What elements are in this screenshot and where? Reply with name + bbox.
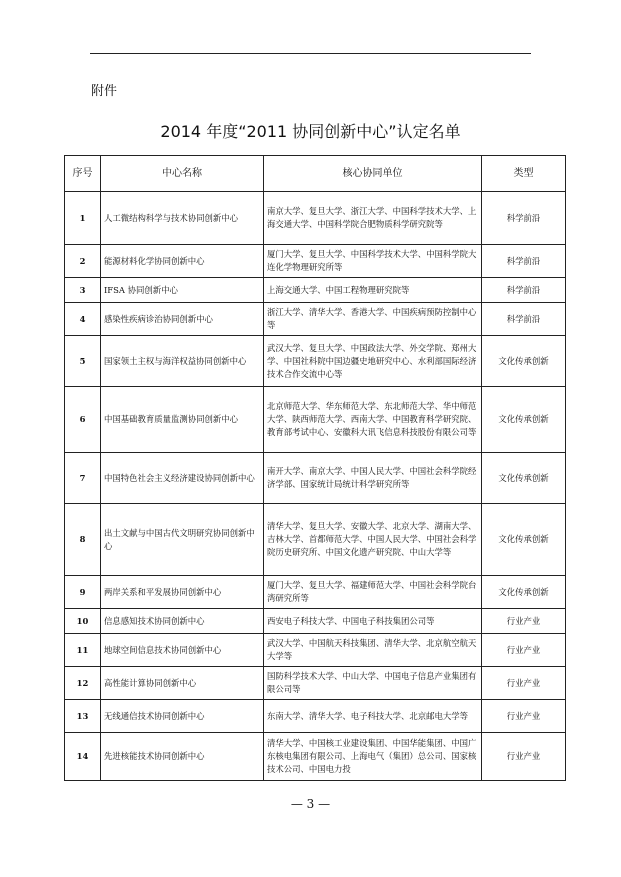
table-row: [65, 576, 566, 609]
row-number: 10: [65, 609, 101, 634]
core-units: 西安电子科技大学、中国电子科技集团公司等: [264, 609, 482, 634]
center-name: 中国特色社会主义经济建设协同创新中心: [101, 453, 264, 504]
row-number: 4: [65, 303, 101, 336]
column-header-number: 序号: [65, 156, 101, 192]
center-type: 行业产业: [482, 609, 566, 634]
table-row: [65, 336, 566, 387]
center-type: 文化传承创新: [482, 387, 566, 453]
center-name: 地球空间信息技术协同创新中心: [101, 634, 264, 667]
table-row: [65, 245, 566, 278]
row-number: 14: [65, 733, 101, 781]
center-type: 科学前沿: [482, 192, 566, 245]
table-row: [65, 453, 566, 504]
table-row: [65, 634, 566, 667]
header-rule: [90, 53, 531, 54]
center-type: 行业产业: [482, 733, 566, 781]
center-name: 人工微结构科学与技术协同创新中心: [101, 192, 264, 245]
center-type: 行业产业: [482, 634, 566, 667]
center-name: 高性能计算协同创新中心: [101, 667, 264, 700]
center-name: 信息感知技术协同创新中心: [101, 609, 264, 634]
row-number: 6: [65, 387, 101, 453]
table-row: [65, 387, 566, 453]
core-units: 厦门大学、复旦大学、中国科学技术大学、中国科学院大连化学物理研究所等: [264, 245, 482, 278]
core-units: 南开大学、南京大学、中国人民大学、中国社会科学院经济学部、国家统计局统计科学研究所等: [264, 453, 482, 504]
core-units: 上海交通大学、中国工程物理研究院等: [264, 278, 482, 303]
core-units: 浙江大学、清华大学、香港大学、中国疾病预防控制中心等: [264, 303, 482, 336]
centers-table: [64, 155, 566, 781]
document-title: 2014 年度“2011 协同创新中心”认定名单: [160, 122, 461, 141]
core-units: 东南大学、清华大学、电子科技大学、北京邮电大学等: [264, 700, 482, 733]
center-name: IFSA 协同创新中心: [101, 278, 264, 303]
row-number: 7: [65, 453, 101, 504]
table-row: [65, 192, 566, 245]
center-type: 科学前沿: [482, 303, 566, 336]
table-row: [65, 609, 566, 634]
center-type: 科学前沿: [482, 245, 566, 278]
column-header-center-name: 中心名称: [101, 156, 264, 192]
core-units: 武汉大学、复旦大学、中国政法大学、外交学院、郑州大学、中国社科院中国边疆史地研究中心、水利部国际经济技术合作交流中心等: [264, 336, 482, 387]
core-units: 厦门大学、复旦大学、福建师范大学、中国社会科学院台湾研究所等: [264, 576, 482, 609]
center-name: 两岸关系和平发展协同创新中心: [101, 576, 264, 609]
center-name: 无线通信技术协同创新中心: [101, 700, 264, 733]
center-name: 出土文献与中国古代文明研究协同创新中心: [101, 504, 264, 576]
center-type: 行业产业: [482, 667, 566, 700]
center-type: 文化传承创新: [482, 453, 566, 504]
row-number: 11: [65, 634, 101, 667]
row-number: 8: [65, 504, 101, 576]
row-number: 9: [65, 576, 101, 609]
row-number: 3: [65, 278, 101, 303]
core-units: 南京大学、复旦大学、浙江大学、中国科学技术大学、上海交通大学、中国科学院合肥物质科学研究院等: [264, 192, 482, 245]
page-number: — 3 —: [290, 797, 331, 811]
column-header-core-units: 核心协同单位: [264, 156, 482, 192]
core-units: 国防科学技术大学、中山大学、中国电子信息产业集团有限公司等: [264, 667, 482, 700]
table-row: [65, 504, 566, 576]
row-number: 5: [65, 336, 101, 387]
table-row: [65, 667, 566, 700]
row-number: 13: [65, 700, 101, 733]
center-name: 国家领土主权与海洋权益协同创新中心: [101, 336, 264, 387]
table-row: [65, 733, 566, 781]
center-type: 文化传承创新: [482, 504, 566, 576]
table-row: [65, 278, 566, 303]
core-units: 北京师范大学、华东师范大学、东北师范大学、华中师范大学、陕西师范大学、西南大学、中国教育科学研究院、教育部考试中心、安徽科大讯飞信息科技股份有限公司等: [264, 387, 482, 453]
table-row: [65, 700, 566, 733]
attachment-label: 附件: [91, 84, 118, 99]
center-name: 中国基础教育质量监测协同创新中心: [101, 387, 264, 453]
center-type: 科学前沿: [482, 278, 566, 303]
table-row: [65, 303, 566, 336]
center-name: 能源材料化学协同创新中心: [101, 245, 264, 278]
row-number: 1: [65, 192, 101, 245]
core-units: 清华大学、复旦大学、安徽大学、北京大学、湖南大学、吉林大学、首都师范大学、中国人民大学、中国社会科学院历史研究所、中国文化遗产研究院、中山大学等: [264, 504, 482, 576]
column-header-type: 类型: [482, 156, 566, 192]
center-name: 先进核能技术协同创新中心: [101, 733, 264, 781]
core-units: 清华大学、中国核工业建设集团、中国华能集团、中国广东核电集团有限公司、上海电气（集团）总公司、国家核技术公司、中国电力投: [264, 733, 482, 781]
row-number: 12: [65, 667, 101, 700]
row-number: 2: [65, 245, 101, 278]
table-header-row: [65, 156, 566, 192]
center-type: 行业产业: [482, 700, 566, 733]
center-type: 文化传承创新: [482, 576, 566, 609]
center-type: 文化传承创新: [482, 336, 566, 387]
core-units: 武汉大学、中国航天科技集团、清华大学、北京航空航天大学等: [264, 634, 482, 667]
center-name: 感染性疾病诊治协同创新中心: [101, 303, 264, 336]
